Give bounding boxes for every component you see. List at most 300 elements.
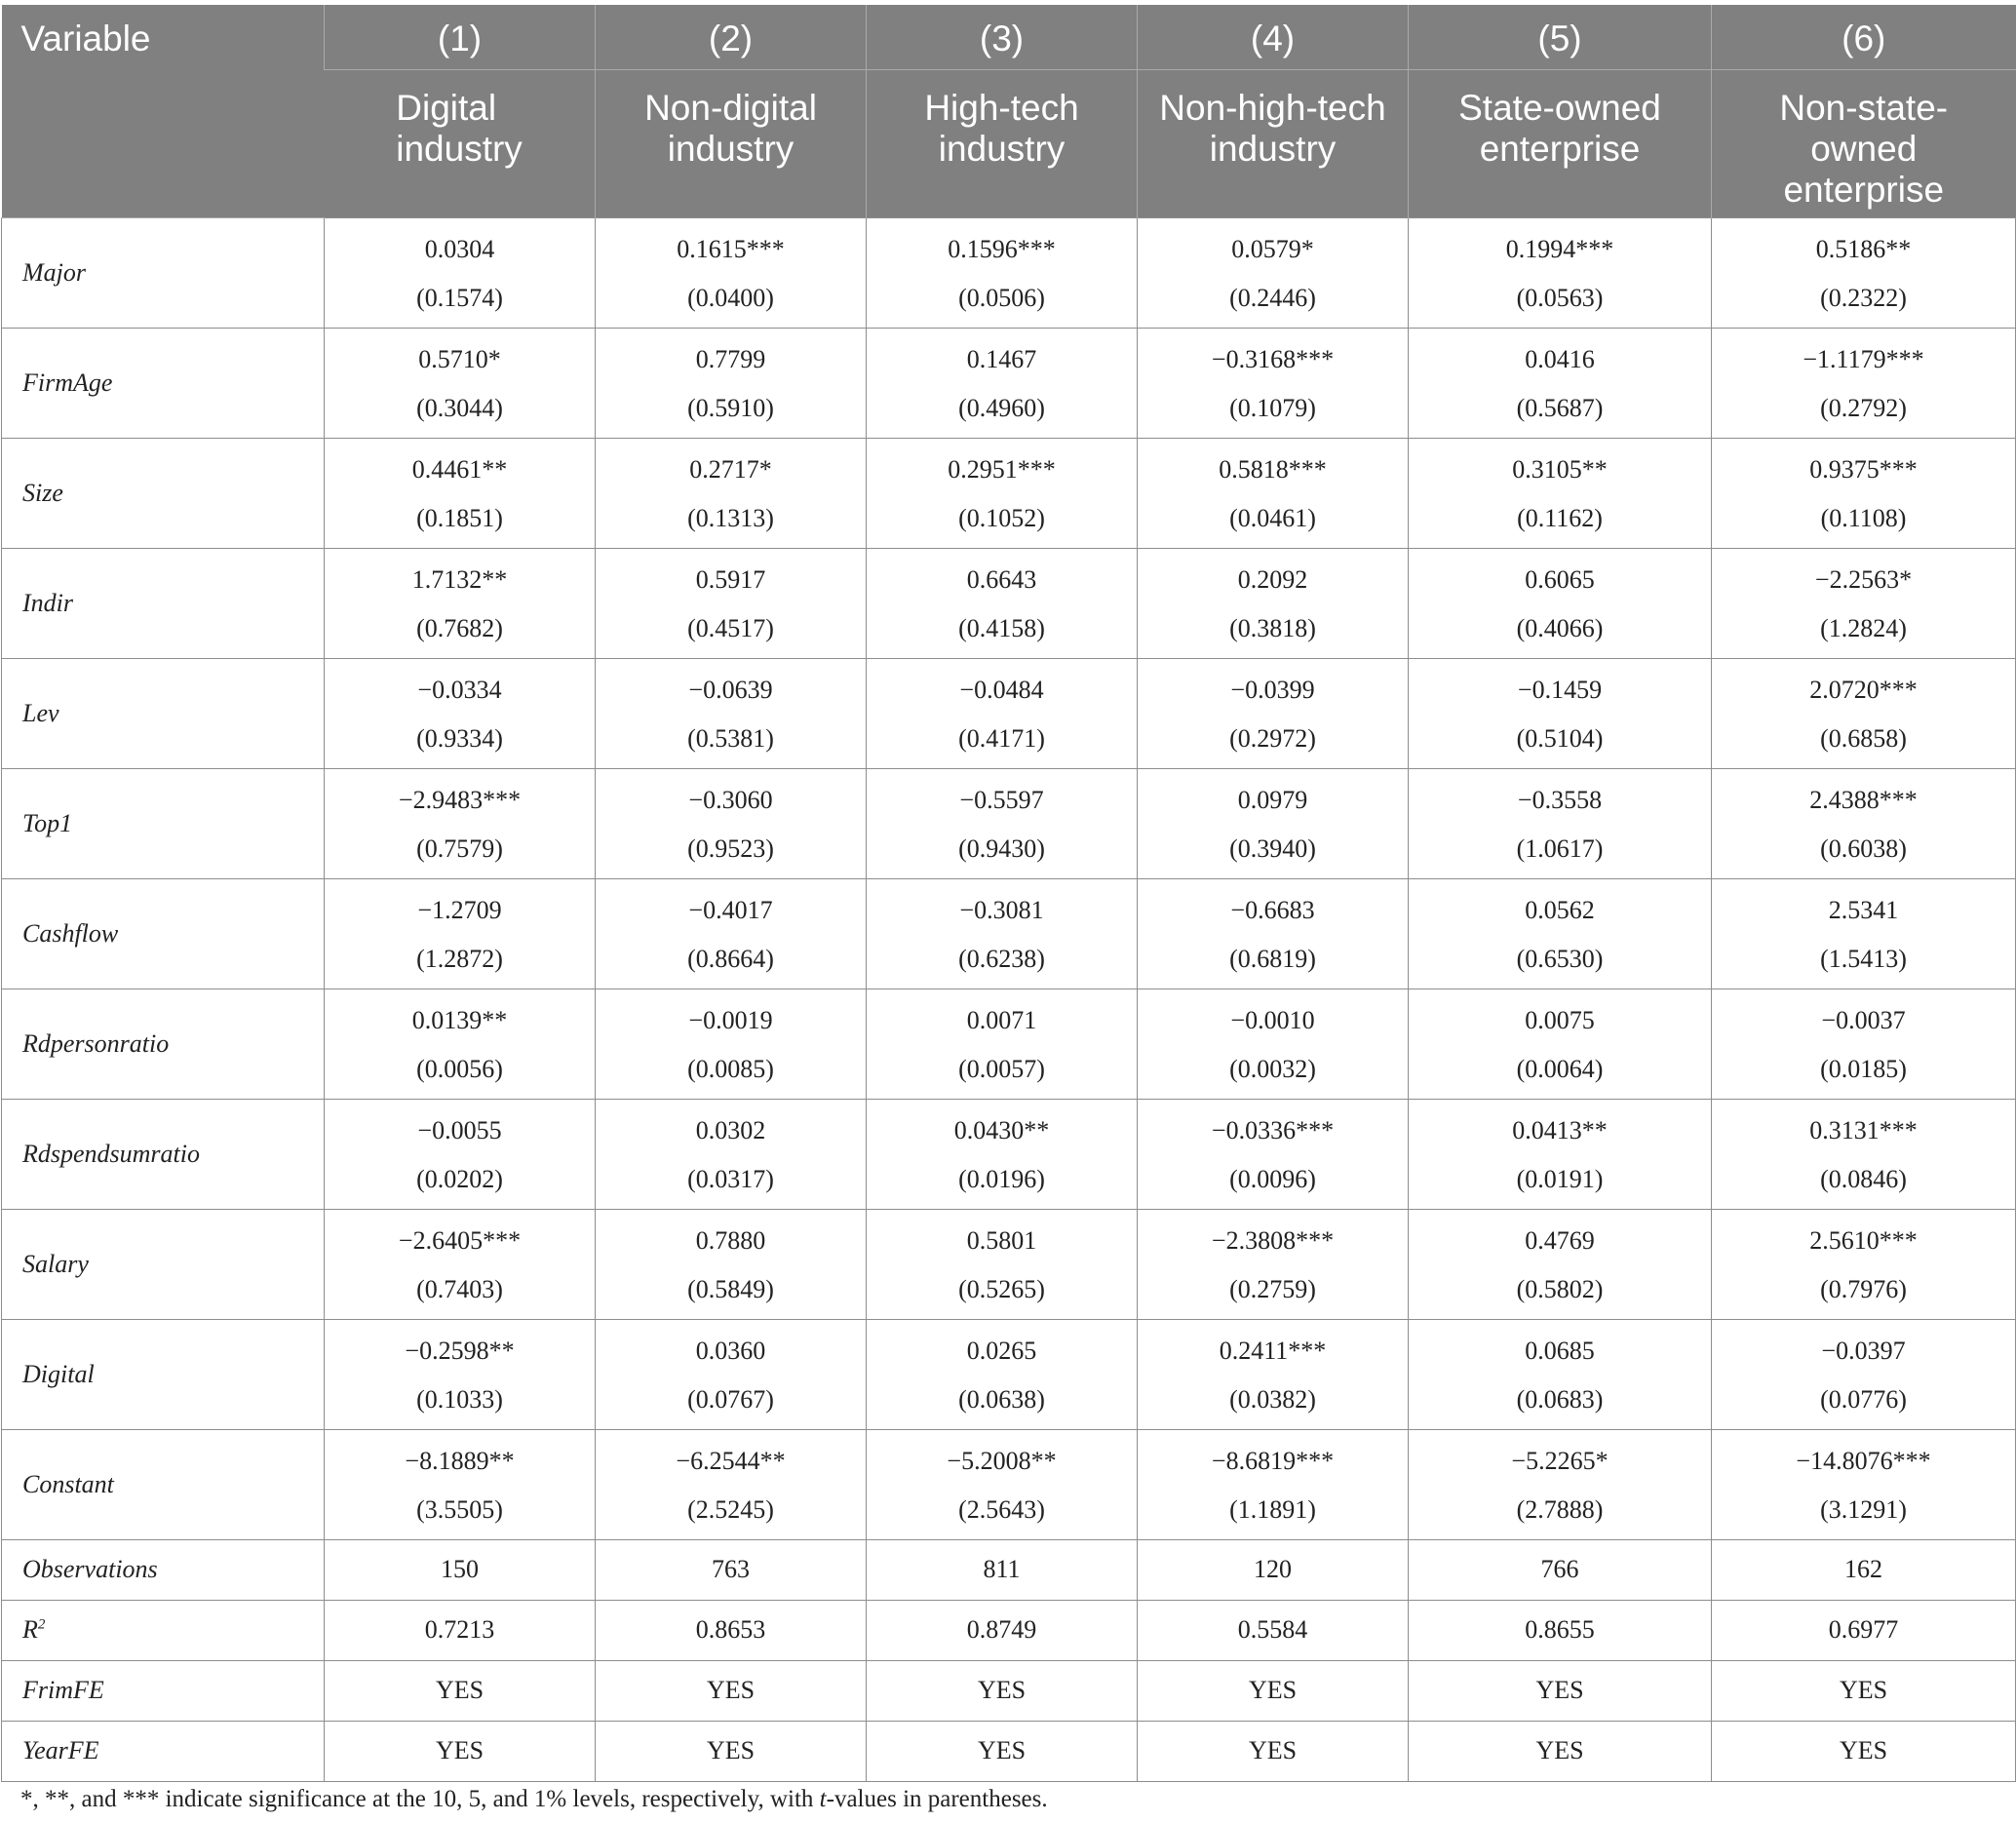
- table-footnote: [20, 1786, 1048, 1813]
- estimate-cell: [1138, 438, 1409, 548]
- standard-error: (0.9523): [687, 833, 774, 863]
- coefficient: 0.2951***: [948, 454, 1056, 484]
- coefficient: 0.0304: [424, 234, 495, 263]
- standard-error: (0.5265): [958, 1274, 1045, 1303]
- coefficient: −1.2709: [417, 895, 502, 924]
- coefficient: 0.0360: [695, 1336, 766, 1365]
- coefficient: −5.2265*: [1511, 1446, 1609, 1475]
- estimate-cell: [1409, 1099, 1712, 1209]
- statistic-name: [2, 1539, 325, 1600]
- estimate-cell: [596, 438, 867, 548]
- standard-error: (0.5381): [687, 723, 774, 753]
- estimate-cell: [325, 328, 596, 438]
- statistic-value: 0.8749: [867, 1600, 1138, 1660]
- coefficient: −8.1889**: [405, 1446, 515, 1475]
- footnote-text-end: -values in parentheses.: [826, 1786, 1048, 1812]
- table-row: [2, 328, 2016, 438]
- statistic-value: YES: [867, 1721, 1138, 1781]
- table-row: [2, 217, 2016, 328]
- coefficient: 0.9375***: [1809, 454, 1918, 484]
- standard-error: (0.0776): [1820, 1384, 1907, 1414]
- standard-error: (0.0191): [1516, 1164, 1604, 1193]
- table-header: [2, 5, 2016, 217]
- table-row: [2, 1099, 2016, 1209]
- coefficient: 0.0685: [1525, 1336, 1595, 1365]
- estimate-cell: [1138, 658, 1409, 768]
- table-row: [2, 1319, 2016, 1429]
- column-number: (2): [596, 5, 867, 69]
- estimate-cell: [596, 658, 867, 768]
- coefficient: 0.0430**: [953, 1115, 1050, 1144]
- estimate-cell: [1712, 438, 2016, 548]
- estimate-cell: [1409, 548, 1712, 658]
- column-number: (4): [1138, 5, 1409, 69]
- table-row: [2, 438, 2016, 548]
- estimate-cell: [1712, 1429, 2016, 1539]
- standard-error: (1.0617): [1516, 833, 1604, 863]
- standard-error: (0.7403): [416, 1274, 503, 1303]
- estimate-cell: [1138, 878, 1409, 989]
- estimate-cell: [325, 1099, 596, 1209]
- standard-error: (0.1079): [1229, 393, 1316, 422]
- coefficient: 0.5917: [695, 564, 766, 594]
- coefficient: −2.3808***: [1211, 1225, 1335, 1255]
- standard-error: (1.2872): [416, 944, 503, 973]
- estimate-cell: [1409, 1209, 1712, 1319]
- standard-error: (0.0638): [958, 1384, 1045, 1414]
- coefficient: 0.0302: [695, 1115, 766, 1144]
- estimate-cell: [1712, 1099, 2016, 1209]
- statistic-value: YES: [1138, 1721, 1409, 1781]
- statistic-value: 766: [1409, 1539, 1712, 1600]
- footnote-italic: t: [819, 1786, 827, 1812]
- superscript: 2: [37, 1616, 46, 1633]
- stats-row: [2, 1721, 2016, 1781]
- statistic-value: YES: [325, 1721, 596, 1781]
- standard-error: (0.0563): [1516, 283, 1604, 312]
- standard-error: (1.5413): [1820, 944, 1907, 973]
- coefficient: −0.3168***: [1211, 344, 1335, 373]
- coefficient: −0.3081: [959, 895, 1044, 924]
- estimate-cell: [867, 1209, 1138, 1319]
- estimate-cell: [1138, 548, 1409, 658]
- variable-header: Variable: [2, 5, 325, 217]
- standard-error: (0.7682): [416, 613, 503, 642]
- standard-error: (0.0032): [1229, 1054, 1316, 1083]
- column-name-text: Non-high-tech industry: [1159, 87, 1386, 169]
- standard-error: (0.5104): [1516, 723, 1604, 753]
- coefficient: −14.8076***: [1796, 1446, 1931, 1475]
- statistic-value: 150: [325, 1539, 596, 1600]
- coefficient: 0.0416: [1525, 344, 1595, 373]
- standard-error: (0.3044): [416, 393, 503, 422]
- column-number: (5): [1409, 5, 1712, 69]
- standard-error: (0.0085): [687, 1054, 774, 1083]
- column-name: [1712, 69, 2016, 217]
- coefficient: 1.7132**: [411, 564, 508, 594]
- coefficient: −0.3060: [688, 785, 773, 814]
- coefficient: 0.3131***: [1809, 1115, 1918, 1144]
- standard-error: (2.7888): [1516, 1494, 1604, 1524]
- coefficient: 0.5801: [966, 1225, 1037, 1255]
- estimate-cell: [867, 548, 1138, 658]
- column-name-text: High-tech industry: [924, 87, 1079, 169]
- standard-error: (0.0202): [416, 1164, 503, 1193]
- statistic-value: 0.8655: [1409, 1600, 1712, 1660]
- estimate-cell: [596, 878, 867, 989]
- standard-error: (2.5643): [958, 1494, 1045, 1524]
- coefficient: 0.0139**: [411, 1005, 508, 1034]
- table-row: [2, 768, 2016, 878]
- coefficient: 0.0562: [1525, 895, 1595, 924]
- estimate-cell: [1712, 1319, 2016, 1429]
- coefficient: 0.1615***: [677, 234, 785, 263]
- coefficient: 2.4388***: [1809, 785, 1918, 814]
- coefficient: −0.3558: [1517, 785, 1603, 814]
- standard-error: (0.0196): [958, 1164, 1045, 1193]
- column-number: (6): [1712, 5, 2016, 69]
- statistic-value: YES: [325, 1660, 596, 1721]
- estimate-cell: [596, 217, 867, 328]
- estimate-cell: [1138, 1209, 1409, 1319]
- estimate-cell: [1712, 217, 2016, 328]
- coefficient: −0.0037: [1821, 1005, 1906, 1034]
- estimate-cell: [1138, 768, 1409, 878]
- coefficient: 0.7880: [695, 1225, 766, 1255]
- standard-error: (0.1052): [958, 503, 1045, 532]
- standard-error: (0.0185): [1820, 1054, 1907, 1083]
- estimate-cell: [1138, 1099, 1409, 1209]
- standard-error: (0.6238): [958, 944, 1045, 973]
- standard-error: (3.5505): [416, 1494, 503, 1524]
- statistic-value: YES: [1138, 1660, 1409, 1721]
- standard-error: (0.0382): [1229, 1384, 1316, 1414]
- column-name: [867, 69, 1138, 217]
- coefficient: −0.0336***: [1211, 1115, 1335, 1144]
- standard-error: (0.2446): [1229, 283, 1316, 312]
- estimate-cell: [325, 1209, 596, 1319]
- column-number: (1): [325, 5, 596, 69]
- standard-error: (0.0461): [1229, 503, 1316, 532]
- estimate-cell: [867, 989, 1138, 1099]
- coefficient: 0.0071: [966, 1005, 1037, 1034]
- coefficient: 0.4769: [1525, 1225, 1595, 1255]
- coefficient: 0.2717*: [689, 454, 772, 484]
- standard-error: (1.2824): [1820, 613, 1907, 642]
- table-row: [2, 1429, 2016, 1539]
- estimate-cell: [867, 658, 1138, 768]
- estimate-cell: [325, 438, 596, 548]
- standard-error: (0.9334): [416, 723, 503, 753]
- coefficient: −5.2008**: [947, 1446, 1057, 1475]
- column-name: [596, 69, 867, 217]
- estimate-cell: [1409, 1319, 1712, 1429]
- variable-name: Size: [2, 438, 325, 548]
- footnote-text: *, **, and *** indicate significance at the 10, 5, and 1% levels, respectively, with: [20, 1786, 820, 1812]
- standard-error: (0.4517): [687, 613, 774, 642]
- standard-error: (0.7976): [1820, 1274, 1907, 1303]
- estimate-cell: [1712, 878, 2016, 989]
- estimate-cell: [1409, 438, 1712, 548]
- statistic-value: 0.5584: [1138, 1600, 1409, 1660]
- standard-error: (0.9430): [958, 833, 1045, 863]
- variable-name: Constant: [2, 1429, 325, 1539]
- table-row: [2, 548, 2016, 658]
- estimate-cell: [1409, 878, 1712, 989]
- standard-error: (0.0064): [1516, 1054, 1604, 1083]
- statistic-label: YearFE: [22, 1736, 99, 1764]
- coefficient: −0.1459: [1517, 675, 1603, 704]
- table-row: [2, 658, 2016, 768]
- standard-error: (0.1162): [1517, 503, 1603, 532]
- variable-name: Rdspendsumratio: [2, 1099, 325, 1209]
- coefficient: 0.0265: [966, 1336, 1037, 1365]
- estimate-cell: [1138, 217, 1409, 328]
- standard-error: (0.8664): [687, 944, 774, 973]
- standard-error: (0.6038): [1820, 833, 1907, 863]
- standard-error: (0.5802): [1516, 1274, 1604, 1303]
- estimate-cell: [596, 1209, 867, 1319]
- standard-error: (0.5849): [687, 1274, 774, 1303]
- coefficient: 0.1467: [966, 344, 1037, 373]
- statistic-value: 0.6977: [1712, 1600, 2016, 1660]
- standard-error: (0.0057): [958, 1054, 1045, 1083]
- statistic-label: R: [22, 1615, 38, 1644]
- statistic-value: YES: [867, 1660, 1138, 1721]
- estimate-cell: [596, 768, 867, 878]
- estimate-cell: [596, 328, 867, 438]
- standard-error: (0.1108): [1820, 503, 1907, 532]
- standard-error: (0.2972): [1229, 723, 1316, 753]
- coefficient: −0.6683: [1230, 895, 1315, 924]
- standard-error: (0.0506): [958, 283, 1045, 312]
- estimate-cell: [1409, 1429, 1712, 1539]
- estimate-cell: [1712, 658, 2016, 768]
- coefficient: 0.1596***: [948, 234, 1056, 263]
- estimate-cell: [867, 768, 1138, 878]
- column-name-text: State-owned enterprise: [1458, 87, 1661, 169]
- statistic-value: 763: [596, 1539, 867, 1600]
- statistic-name: [2, 1721, 325, 1781]
- statistic-value: YES: [1712, 1721, 2016, 1781]
- coefficient: −2.2563*: [1814, 564, 1913, 594]
- coefficient: 0.4461**: [411, 454, 508, 484]
- estimate-cell: [1712, 328, 2016, 438]
- estimate-cell: [867, 328, 1138, 438]
- standard-error: (0.2322): [1820, 283, 1907, 312]
- estimate-cell: [325, 878, 596, 989]
- coefficient: −0.0484: [959, 675, 1044, 704]
- coefficient: −0.4017: [688, 895, 773, 924]
- statistic-value: YES: [1409, 1660, 1712, 1721]
- standard-error: (0.0400): [687, 283, 774, 312]
- estimate-cell: [325, 768, 596, 878]
- coefficient: −0.0055: [417, 1115, 502, 1144]
- table-row: [2, 989, 2016, 1099]
- standard-error: (0.2792): [1820, 393, 1907, 422]
- column-name: [1138, 69, 1409, 217]
- statistic-value: 811: [867, 1539, 1138, 1600]
- estimate-cell: [1712, 989, 2016, 1099]
- stats-row: [2, 1660, 2016, 1721]
- coefficient: 0.5186**: [1815, 234, 1912, 263]
- estimate-cell: [596, 1099, 867, 1209]
- estimate-cell: [1409, 658, 1712, 768]
- estimate-cell: [867, 438, 1138, 548]
- estimate-cell: [596, 1429, 867, 1539]
- standard-error: (0.4158): [958, 613, 1045, 642]
- coefficient: −0.0010: [1230, 1005, 1315, 1034]
- coefficient: −0.0019: [688, 1005, 773, 1034]
- statistic-value: 0.8653: [596, 1600, 867, 1660]
- coefficient: −0.0639: [688, 675, 773, 704]
- column-name: [325, 69, 596, 217]
- coefficient: −0.2598**: [405, 1336, 515, 1365]
- coefficient: 0.1994***: [1505, 234, 1614, 263]
- standard-error: (3.1291): [1820, 1494, 1907, 1524]
- coefficient: −0.5597: [959, 785, 1044, 814]
- coefficient: 0.0413**: [1512, 1115, 1608, 1144]
- estimate-cell: [1138, 1319, 1409, 1429]
- standard-error: (0.0767): [687, 1384, 774, 1414]
- standard-error: (0.0683): [1516, 1384, 1604, 1414]
- estimate-cell: [325, 989, 596, 1099]
- coefficient: 0.2092: [1237, 564, 1308, 594]
- estimate-cell: [1409, 217, 1712, 328]
- standard-error: (0.6530): [1516, 944, 1604, 973]
- stats-row: [2, 1539, 2016, 1600]
- estimate-cell: [1712, 548, 2016, 658]
- column-name-text: Digital industry: [396, 87, 523, 169]
- estimate-cell: [325, 1429, 596, 1539]
- statistic-value: YES: [1712, 1660, 2016, 1721]
- coefficient: 0.0979: [1237, 785, 1308, 814]
- coefficient: 0.3105**: [1512, 454, 1608, 484]
- standard-error: (1.1891): [1229, 1494, 1316, 1524]
- table-row: [2, 1209, 2016, 1319]
- estimate-cell: [867, 217, 1138, 328]
- estimate-cell: [1409, 328, 1712, 438]
- estimate-cell: [867, 1429, 1138, 1539]
- statistic-label: Observations: [22, 1555, 158, 1583]
- coefficient: 0.0075: [1525, 1005, 1595, 1034]
- estimate-cell: [1138, 1429, 1409, 1539]
- standard-error: (0.1313): [687, 503, 774, 532]
- standard-error: (0.5687): [1516, 393, 1604, 422]
- standard-error: (0.0317): [687, 1164, 774, 1193]
- estimate-cell: [1712, 768, 2016, 878]
- coefficient: −6.2544**: [676, 1446, 786, 1475]
- estimate-cell: [596, 548, 867, 658]
- column-name-text: Non-digital industry: [644, 87, 817, 169]
- coefficient: 0.6643: [966, 564, 1037, 594]
- standard-error: (0.2759): [1229, 1274, 1316, 1303]
- standard-error: (0.1851): [416, 503, 503, 532]
- variable-name: Cashflow: [2, 878, 325, 989]
- coefficient: −8.6819***: [1211, 1446, 1335, 1475]
- estimate-cell: [867, 1099, 1138, 1209]
- column-number: (3): [867, 5, 1138, 69]
- standard-error: (0.6819): [1229, 944, 1316, 973]
- estimate-cell: [325, 658, 596, 768]
- statistic-label: FrimFE: [22, 1676, 104, 1704]
- standard-error: (2.5245): [687, 1494, 774, 1524]
- coefficient: 0.5818***: [1219, 454, 1327, 484]
- standard-error: (0.0846): [1820, 1164, 1907, 1193]
- variable-name: Top1: [2, 768, 325, 878]
- coefficient: −2.6405***: [398, 1225, 522, 1255]
- coefficient: −0.0334: [417, 675, 502, 704]
- standard-error: (0.1033): [416, 1384, 503, 1414]
- estimate-cell: [867, 878, 1138, 989]
- table-body: [2, 217, 2016, 1781]
- coefficient: 2.5341: [1828, 895, 1899, 924]
- estimate-cell: [1712, 1209, 2016, 1319]
- coefficient: 0.5710*: [418, 344, 501, 373]
- estimate-cell: [1409, 768, 1712, 878]
- estimate-cell: [325, 217, 596, 328]
- statistic-value: YES: [596, 1721, 867, 1781]
- regression-table: [1, 5, 2016, 1782]
- standard-error: (0.0096): [1229, 1164, 1316, 1193]
- statistic-value: 0.7213: [325, 1600, 596, 1660]
- variable-name: Major: [2, 217, 325, 328]
- estimate-cell: [325, 1319, 596, 1429]
- variable-name: Rdpersonratio: [2, 989, 325, 1099]
- coefficient: 0.6065: [1525, 564, 1595, 594]
- estimate-cell: [596, 1319, 867, 1429]
- variable-name: Salary: [2, 1209, 325, 1319]
- variable-name: Digital: [2, 1319, 325, 1429]
- variable-name: Indir: [2, 548, 325, 658]
- coefficient: −0.0399: [1230, 675, 1315, 704]
- column-name-text: Non-state-owned enterprise: [1779, 87, 1949, 210]
- coefficient: 0.7799: [695, 344, 766, 373]
- estimate-cell: [1409, 989, 1712, 1099]
- estimate-cell: [596, 989, 867, 1099]
- standard-error: (0.4066): [1516, 613, 1604, 642]
- table-row: [2, 878, 2016, 989]
- standard-error: (0.1574): [416, 283, 503, 312]
- coefficient: 0.0579*: [1231, 234, 1314, 263]
- standard-error: (0.3940): [1229, 833, 1316, 863]
- estimate-cell: [867, 1319, 1138, 1429]
- standard-error: (0.4960): [958, 393, 1045, 422]
- statistic-name: [2, 1660, 325, 1721]
- standard-error: (0.7579): [416, 833, 503, 863]
- coefficient: −1.1179***: [1803, 344, 1924, 373]
- standard-error: (0.5910): [687, 393, 774, 422]
- coefficient: 2.0720***: [1809, 675, 1918, 704]
- statistic-value: 162: [1712, 1539, 2016, 1600]
- statistic-name: [2, 1600, 325, 1660]
- standard-error: (0.3818): [1229, 613, 1316, 642]
- coefficient: 0.2411***: [1219, 1336, 1327, 1365]
- standard-error: (0.4171): [958, 723, 1045, 753]
- standard-error: (0.0056): [416, 1054, 503, 1083]
- statistic-value: YES: [1409, 1721, 1712, 1781]
- variable-name: FirmAge: [2, 328, 325, 438]
- column-name: [1409, 69, 1712, 217]
- stats-row: [2, 1600, 2016, 1660]
- estimate-cell: [1138, 328, 1409, 438]
- coefficient: −2.9483***: [398, 785, 522, 814]
- statistic-value: 120: [1138, 1539, 1409, 1600]
- coefficient: −0.0397: [1821, 1336, 1906, 1365]
- variable-name: Lev: [2, 658, 325, 768]
- statistic-value: YES: [596, 1660, 867, 1721]
- standard-error: (0.6858): [1820, 723, 1907, 753]
